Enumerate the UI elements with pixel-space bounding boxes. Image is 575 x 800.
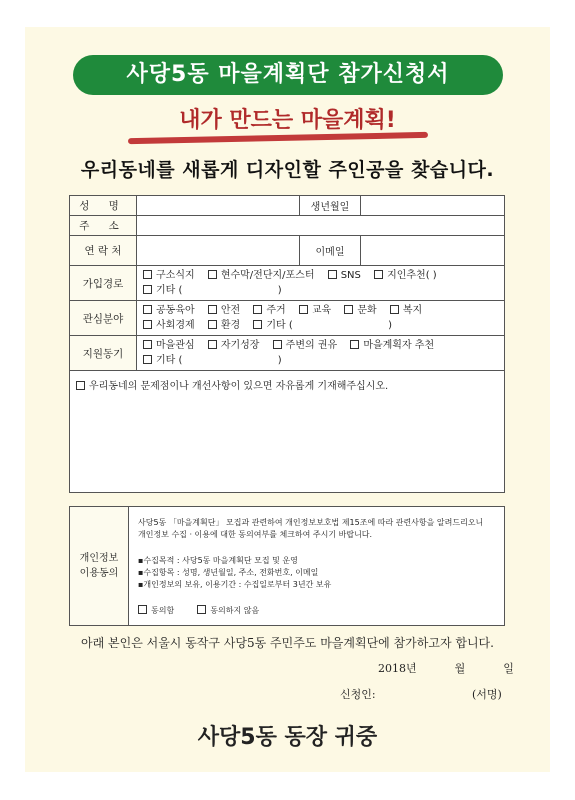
consent-disagree-option[interactable]: 동의하지 않음 (197, 606, 259, 615)
checkbox-icon[interactable] (143, 355, 152, 364)
privacy-consent-section (69, 506, 505, 626)
form-slogan: 우리동네를 새롭게 디자인할 주인공을 찾습니다. (80, 159, 495, 181)
checkbox-icon[interactable] (390, 305, 399, 314)
comment-field[interactable] (70, 371, 505, 493)
checkbox-icon[interactable] (197, 605, 206, 614)
interest-option-childcare[interactable]: 공동육아 (143, 305, 195, 316)
applicant-label: 신청인: (340, 688, 376, 701)
interest-option-environment[interactable]: 환경 (208, 320, 240, 331)
address-field[interactable] (137, 216, 505, 236)
join-option-referral[interactable]: 지인추천( ) (374, 270, 437, 281)
motive-options (137, 336, 505, 371)
checkbox-icon[interactable] (344, 305, 353, 314)
checkbox-icon[interactable] (208, 270, 217, 279)
checkbox-icon[interactable] (299, 305, 308, 314)
consent-intro-2: 개인정보 수집 · 이용에 대한 동의여부를 체크하여 주시기 바랍니다. (138, 530, 373, 539)
consent-items: ▪수집항목 : 성명, 생년월일, 주소, 전화번호, 이메일 (138, 568, 319, 577)
interest-row (70, 301, 505, 336)
motive-option-planner-referral[interactable]: 마을계획자 추천 (350, 340, 434, 351)
checkbox-icon[interactable] (138, 605, 147, 614)
interest-option-culture[interactable]: 문화 (344, 305, 376, 316)
checkbox-icon[interactable] (253, 320, 262, 329)
checkbox-icon[interactable] (273, 340, 282, 349)
contact-field[interactable] (137, 236, 300, 266)
name-row (70, 196, 505, 216)
checkbox-icon[interactable] (143, 285, 152, 294)
interest-option-safety[interactable]: 안전 (208, 305, 240, 316)
declaration-text: 아래 본인은 서울시 동작구 사당5동 주민주도 마을계획단에 참가하고자 합니다. (81, 636, 494, 650)
checkbox-icon[interactable] (328, 270, 337, 279)
privacy-consent-text (138, 517, 496, 617)
consent-agree-option[interactable]: 동의함 (138, 606, 174, 615)
consent-retention: ▪개인정보의 보유, 이용기간 : 수집일로부터 3년간 보유 (138, 580, 332, 589)
join-option-newsletter[interactable]: 구소식지 (143, 270, 195, 281)
join-route-row (70, 266, 505, 301)
comment-row (70, 371, 505, 493)
motive-row (70, 336, 505, 371)
application-form-table (69, 195, 505, 493)
checkbox-icon[interactable] (143, 270, 152, 279)
birth-label: 생년월일 (300, 196, 361, 216)
join-route-label: 가입경로 (70, 266, 137, 301)
checkbox-icon[interactable] (208, 340, 217, 349)
checkbox-icon[interactable] (143, 340, 152, 349)
checkbox-icon[interactable] (253, 305, 262, 314)
name-field[interactable] (137, 196, 300, 216)
join-option-other[interactable]: 기타 ( ) (143, 285, 282, 296)
motive-option-recommendation[interactable]: 주변의 권유 (273, 340, 337, 351)
join-option-sns[interactable]: SNS (328, 270, 361, 281)
privacy-consent-label: 개인정보 이용동의 (70, 507, 129, 625)
address-label: 주 소 (70, 216, 137, 236)
form-title: 사당5동 마을계획단 참가신청서 (73, 55, 503, 95)
interest-option-welfare[interactable]: 복지 (390, 305, 422, 316)
checkbox-icon[interactable] (208, 320, 217, 329)
date-line: 2018년 월 일 (378, 662, 514, 675)
checkbox-icon[interactable] (350, 340, 359, 349)
motive-option-growth[interactable]: 자기성장 (208, 340, 260, 351)
join-option-banner[interactable]: 현수막/전단지/포스터 (208, 270, 315, 281)
consent-purpose: ▪수집목적 : 사당5동 마을계획단 모집 및 운영 (138, 556, 298, 565)
join-route-options (137, 266, 505, 301)
interest-option-education[interactable]: 교육 (299, 305, 331, 316)
interest-options (137, 301, 505, 336)
name-label: 성 명 (70, 196, 137, 216)
signature-label: (서명) (472, 688, 502, 701)
email-label: 이메일 (300, 236, 361, 266)
motive-option-other[interactable]: 기타 ( ) (143, 355, 282, 366)
interest-option-housing[interactable]: 주거 (253, 305, 285, 316)
interest-option-other[interactable]: 기타 ( ) (253, 320, 392, 331)
checkbox-icon[interactable] (208, 305, 217, 314)
addressee: 사당5동 동장 귀중 (197, 725, 378, 750)
contact-row (70, 236, 505, 266)
consent-intro: 사당5동 「마을계획단」 모집과 관련하여 개인정보보호법 제15조에 따라 관련사항을 알려드리오니 (138, 518, 484, 527)
form-subtitle: 내가 만드는 마을계획! (179, 108, 396, 133)
checkbox-icon[interactable] (374, 270, 383, 279)
comment-prompt: 우리동네의 문제점이나 개선사항이 있으면 자유롭게 기재해주십시오. (89, 381, 389, 392)
interest-option-social-economy[interactable]: 사회경제 (143, 320, 195, 331)
motive-option-interest[interactable]: 마을관심 (143, 340, 195, 351)
checkbox-icon[interactable] (143, 305, 152, 314)
email-field[interactable] (361, 236, 505, 266)
birth-field[interactable] (361, 196, 505, 216)
checkbox-icon[interactable] (143, 320, 152, 329)
motive-label: 지원동기 (70, 336, 137, 371)
address-row (70, 216, 505, 236)
interest-label: 관심분야 (70, 301, 137, 336)
checkbox-icon (76, 381, 85, 390)
contact-label: 연 락 처 (70, 236, 137, 266)
